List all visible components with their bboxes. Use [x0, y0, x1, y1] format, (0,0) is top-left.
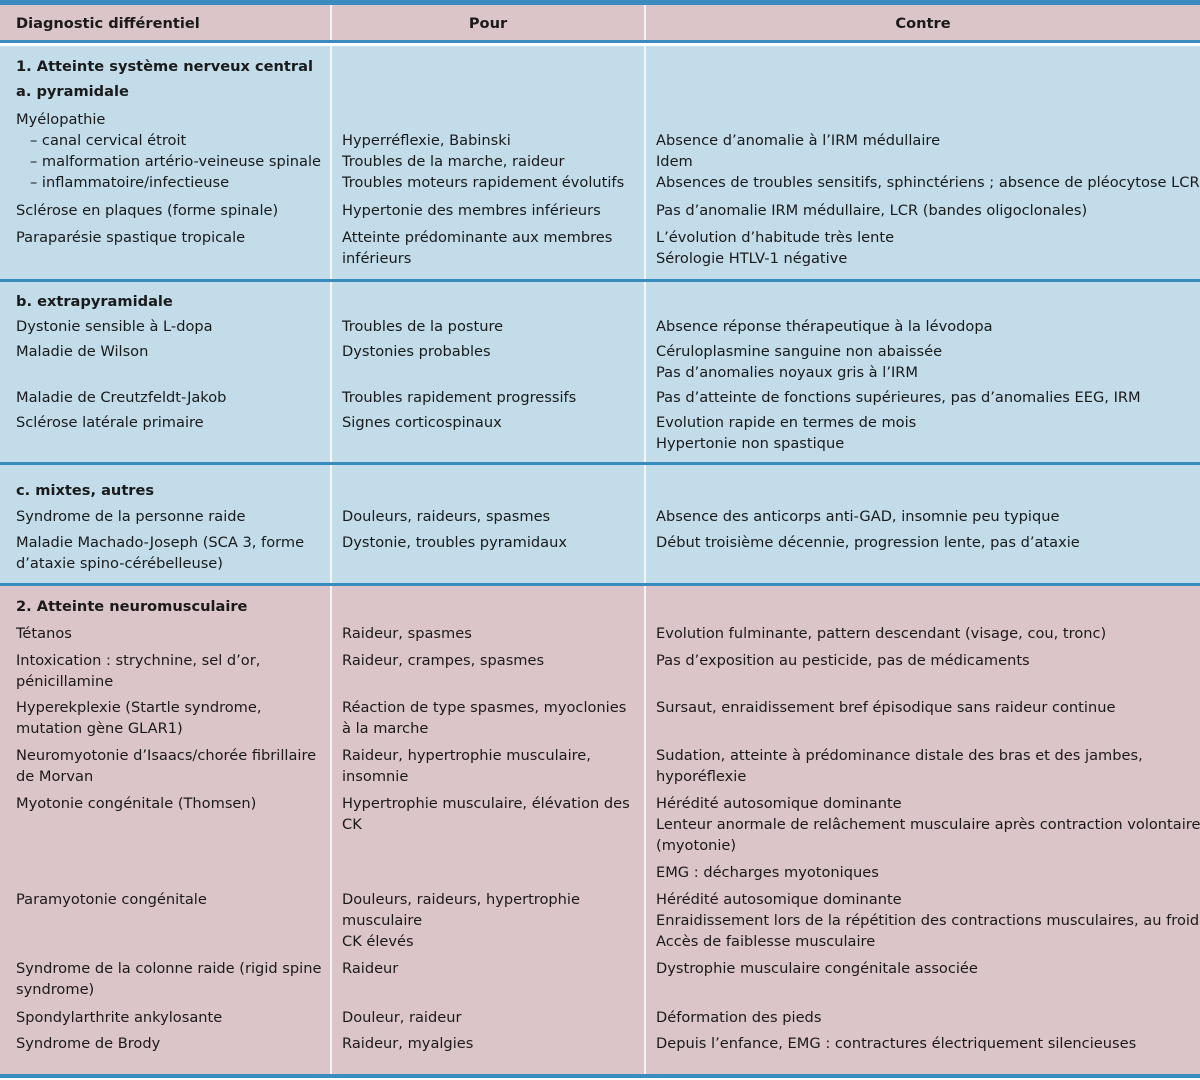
pour-text: CK: [342, 816, 362, 833]
column-divider: [644, 282, 646, 462]
contre-text: Lenteur anormale de relâchement musculaire après contraction volontaire: [656, 816, 1200, 833]
diagnosis-name: pénicillamine: [16, 673, 114, 690]
diagnosis-name: Intoxication : strychnine, sel d’or,: [16, 652, 261, 669]
pour-text: musculaire: [342, 912, 423, 929]
header-pour: Pour: [468, 15, 508, 32]
pour-text: Troubles rapidement progressifs: [342, 389, 577, 406]
diagnosis-name: Maladie Machado-Joseph (SCA 3, forme: [16, 534, 305, 551]
contre-text: Dystrophie musculaire congénitale associée: [656, 960, 978, 977]
pour-text: Hyperréflexie, Babinski: [342, 132, 511, 149]
section-mixtes: [0, 465, 1200, 583]
contre-text: EMG : décharges myotoniques: [656, 864, 879, 881]
section-extrapyramidale: [0, 282, 1200, 462]
pour-text: Raideur, myalgies: [342, 1035, 474, 1052]
header-diagnostic: Diagnostic différentiel: [16, 15, 200, 32]
pour-text: Raideur, hypertrophie musculaire,: [342, 747, 591, 764]
pour-text: Dystonies probables: [342, 343, 491, 360]
contre-text: Sérologie HTLV-1 négative: [656, 250, 848, 267]
pour-text: insomnie: [342, 768, 409, 785]
diagnosis-name: Syndrome de la personne raide: [16, 508, 246, 525]
subsection-title-pyramidale: a. pyramidale: [16, 83, 129, 100]
contre-text: Début troisième décennie, progression lente, pas d’ataxie: [656, 534, 1080, 551]
pour-text: Raideur, crampes, spasmes: [342, 652, 545, 669]
diagnosis-name: – malformation artério-veineuse spinale: [30, 153, 321, 170]
column-divider: [330, 586, 332, 1074]
contre-text: Sudation, atteinte à prédominance distale des bras et des jambes,: [656, 747, 1143, 764]
diagnosis-name: Hyperekplexie (Startle syndrome,: [16, 699, 262, 716]
diagnosis-name: Dystonie sensible à L-dopa: [16, 318, 213, 335]
section-neuromusculaire: [0, 586, 1200, 1074]
pour-text: Troubles de la posture: [342, 318, 504, 335]
section-title-cns: 1. Atteinte système nerveux central: [16, 58, 313, 75]
table-header: [0, 5, 1200, 43]
pour-text: Douleurs, raideurs, spasmes: [342, 508, 551, 525]
diagnosis-name: Maladie de Creutzfeldt-Jakob: [16, 389, 227, 406]
contre-text: Absence d’anomalie à l’IRM médullaire: [656, 132, 941, 149]
pour-text: Douleurs, raideurs, hypertrophie: [342, 891, 580, 908]
contre-text: Pas d’exposition au pesticide, pas de médicaments: [656, 652, 1030, 669]
diagnosis-name: Syndrome de la colonne raide (rigid spine: [16, 960, 322, 977]
diagnosis-name: Neuromyotonie d’Isaacs/chorée fibrillaire: [16, 747, 317, 764]
diagnosis-name: Paraparésie spastique tropicale: [16, 229, 246, 246]
contre-text: Evolution rapide en termes de mois: [656, 414, 917, 431]
contre-text: Accès de faiblesse musculaire: [656, 933, 876, 950]
diagnosis-name: – inflammatoire/infectieuse: [30, 174, 230, 191]
contre-text: (myotonie): [656, 837, 737, 854]
pour-text: Douleur, raideur: [342, 1009, 462, 1026]
pour-text: CK élevés: [342, 933, 414, 950]
contre-text: Pas d’atteinte de fonctions supérieures, pas d’anomalies EEG, IRM: [656, 389, 1141, 406]
pour-text: Signes corticospinaux: [342, 414, 502, 431]
diagnosis-name: d’ataxie spino-cérébelleuse): [16, 555, 223, 572]
pour-text: Troubles de la marche, raideur: [342, 153, 565, 170]
diagnosis-name: Sclérose latérale primaire: [16, 414, 204, 431]
contre-text: Hypertonie non spastique: [656, 435, 845, 452]
pour-text: à la marche: [342, 720, 429, 737]
diagnosis-name: syndrome): [16, 981, 95, 998]
diagnosis-name: Myotonie congénitale (Thomsen): [16, 795, 257, 812]
diagnosis-name: Myélopathie: [16, 111, 106, 128]
contre-text: Céruloplasmine sanguine non abaissée: [656, 343, 943, 360]
diagnosis-name: – canal cervical étroit: [30, 132, 187, 149]
subsection-title-mixtes: c. mixtes, autres: [16, 482, 155, 499]
contre-text: Enraidissement lors de la répétition des contractions musculaires, au froid: [656, 912, 1200, 929]
diagnosis-name: Sclérose en plaques (forme spinale): [16, 202, 279, 219]
contre-text: Hérédité autosomique dominante: [656, 795, 902, 812]
pour-text: Réaction de type spasmes, myoclonies: [342, 699, 627, 716]
table-bottom-border: [0, 1074, 1200, 1078]
header-contre: Contre: [895, 15, 951, 32]
contre-text: Absence des anticorps anti-GAD, insomnie peu typique: [656, 508, 1060, 525]
contre-text: L’évolution d’habitude très lente: [656, 229, 895, 246]
subsection-title-extrapyramidale: b. extrapyramidale: [16, 293, 173, 310]
pour-text: Hypertrophie musculaire, élévation des: [342, 795, 630, 812]
contre-text: Evolution fulminante, pattern descendant (visage, cou, tronc): [656, 625, 1107, 642]
pour-text: Troubles moteurs rapidement évolutifs: [342, 174, 625, 191]
column-divider: [330, 282, 332, 462]
diagnosis-name: Paramyotonie congénitale: [16, 891, 207, 908]
pour-text: Hypertonie des membres inférieurs: [342, 202, 601, 219]
diagnosis-name: Tétanos: [16, 625, 72, 642]
diagnosis-name: Syndrome de Brody: [16, 1035, 161, 1052]
column-divider: [644, 465, 646, 583]
contre-text: Absences de troubles sensitifs, sphinctériens ; absence de pléocytose LCR: [656, 174, 1200, 191]
pour-text: Atteinte prédominante aux membres: [342, 229, 613, 246]
pour-text: inférieurs: [342, 250, 412, 267]
contre-text: Hérédité autosomique dominante: [656, 891, 902, 908]
contre-text: Pas d’anomalie IRM médullaire, LCR (bandes oligoclonales): [656, 202, 1088, 219]
contre-text: Absence réponse thérapeutique à la lévodopa: [656, 318, 993, 335]
contre-text: hyporéflexie: [656, 768, 747, 785]
contre-text: Déformation des pieds: [656, 1009, 822, 1026]
pour-text: Raideur, spasmes: [342, 625, 472, 642]
section-pyramidale: [0, 46, 1200, 279]
pour-text: Raideur: [342, 960, 399, 977]
contre-text: Sursaut, enraidissement bref épisodique sans raideur continue: [656, 699, 1116, 716]
pour-text: Dystonie, troubles pyramidaux: [342, 534, 568, 551]
column-divider: [644, 46, 646, 279]
column-divider: [330, 46, 332, 279]
diagnosis-name: de Morvan: [16, 768, 94, 785]
contre-text: Depuis l’enfance, EMG : contractures électriquement silencieuses: [656, 1035, 1137, 1052]
diagnosis-name: mutation gène GLAR1): [16, 720, 183, 737]
contre-text: Pas d’anomalies noyaux gris à l’IRM: [656, 364, 918, 381]
column-divider: [330, 465, 332, 583]
contre-text: Idem: [656, 153, 693, 170]
section-title-neuromusculaire: 2. Atteinte neuromusculaire: [16, 598, 248, 615]
diagnosis-name: Spondylarthrite ankylosante: [16, 1009, 223, 1026]
diagnosis-name: Maladie de Wilson: [16, 343, 149, 360]
column-divider: [644, 586, 646, 1074]
